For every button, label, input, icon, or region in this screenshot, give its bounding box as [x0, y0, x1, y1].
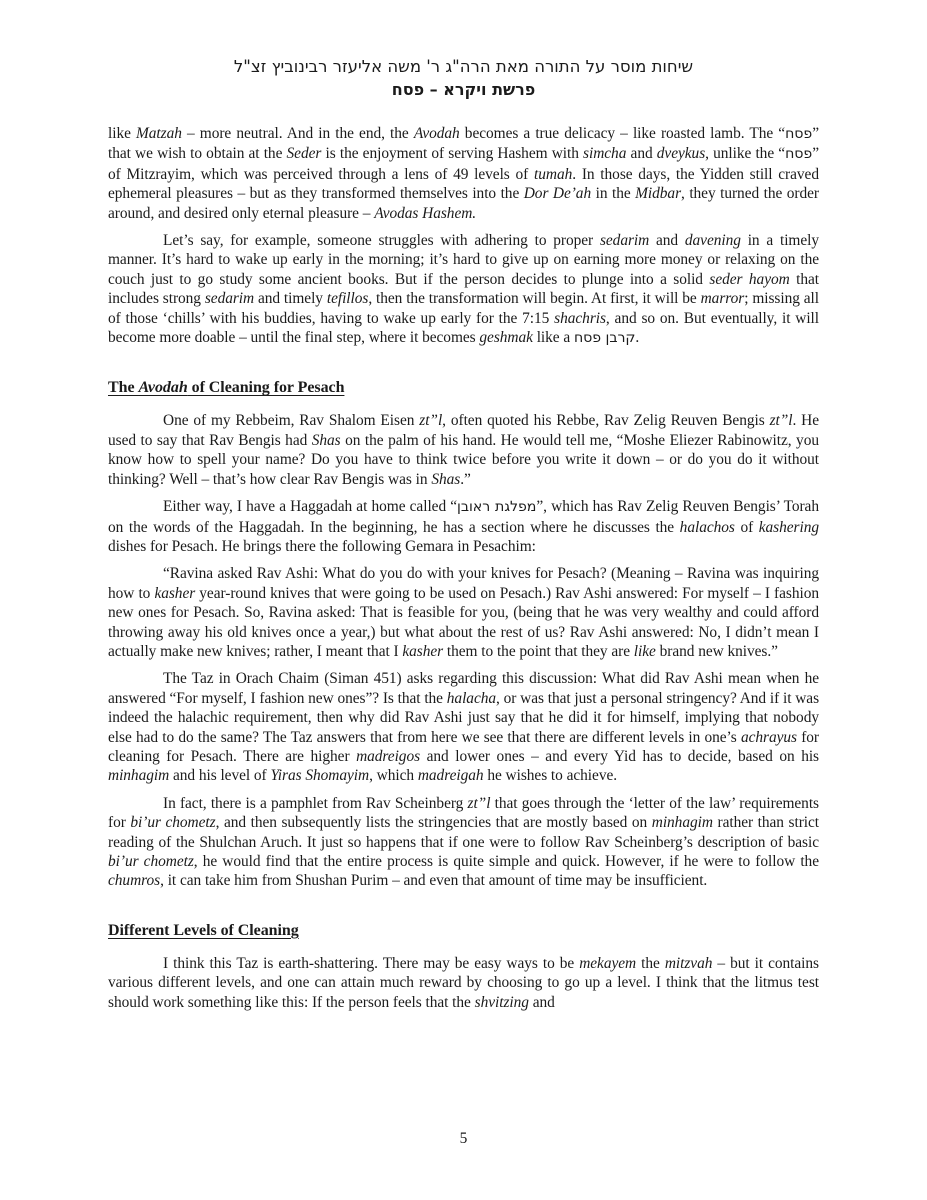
italic-text: zt”l [467, 794, 491, 812]
italic-text: geshmak [479, 329, 533, 347]
body-text: “Ravina asked Rav Ashi: What do you do with your knives for Pesach? (Meaning – Ravina was inquiring how to [108, 565, 819, 602]
italic-text: mitzvah [664, 954, 713, 972]
body-text: Let’s say, for example, someone struggles with adhering to proper [163, 232, 600, 250]
italic-text: Shas [431, 470, 461, 488]
hebrew-text: קרבן פסח [573, 330, 636, 347]
body-text: , which [369, 767, 418, 785]
page-number: 5 [459, 1130, 468, 1147]
body-text: like [108, 125, 137, 142]
body-text: them to the point that they are [443, 642, 634, 660]
body-text: The Taz in Orach Chaim (Siman 451) asks regarding this discussion: What did Rav Ashi mean when he answered “For myself, I fashion new ones”? Is that the [108, 670, 819, 707]
italic-text: zt”l [769, 412, 793, 430]
body-text: , often quoted his Rebbe, Rav Zelig Reuven Bengis [442, 412, 770, 430]
italic-text: zt”l [419, 412, 443, 430]
italic-text: bi’ur chometz [130, 814, 216, 832]
section-heading [108, 378, 819, 398]
body-text: , he would find that the entire process is quite simple and quick. However, if he were to follow the [193, 853, 819, 870]
body-text: he wishes to achieve. [483, 767, 618, 785]
body-text: ; missing all of those ‘chills’ with his buddies, having to wake up early for the 7:15 [108, 290, 819, 327]
hebrew-text: מפלגת ראובן [457, 499, 537, 516]
italic-text: seder hayom [709, 270, 790, 288]
paragraph [108, 124, 819, 223]
paragraph [108, 497, 819, 556]
body-text: and lower ones – and every Yid has to decide, based on his [420, 747, 820, 765]
body-text: ”, which has Rav Zelig Reuven Bengis’ Torah on the words of the Haggadah. In the beginning, he has a section where he discusses the [108, 498, 819, 536]
body-text: the [636, 954, 665, 972]
italic-text: mekayem [579, 954, 637, 972]
paragraph [108, 411, 819, 489]
body-text: I think this Taz is earth-shattering. There may be easy ways to be [163, 954, 580, 972]
italic-text: chumros [108, 872, 161, 890]
body-text: that goes through the ‘letter of the law’ requirements for [108, 794, 819, 832]
italic-text: sedarim [599, 232, 650, 250]
italic-text: madreigos [356, 747, 421, 765]
italic-text: tumah [534, 165, 573, 183]
body-text: , and so on. But eventually, it will become more doable – until the final step, where it becomes [108, 309, 819, 347]
body-text: that includes strong [108, 270, 819, 308]
body-text: .” [460, 470, 471, 488]
italic-text: shachris [554, 309, 606, 327]
italic-text: Midbar [635, 185, 682, 203]
body-text: , and then subsequently lists the stringencies that are mostly based on [215, 814, 652, 832]
body-text: of [734, 518, 759, 536]
header-title-hebrew: שיחות מוסר על התורה מאת הרה"ג ר' משה אליעזר רבינוביץ זצ"ל [233, 57, 694, 76]
body-text: The [108, 379, 139, 397]
paragraph [108, 794, 819, 891]
italic-text: Seder [286, 145, 322, 163]
body-text: , unlike the “ [705, 145, 786, 163]
italic-text: tefillos [326, 290, 369, 308]
italic-text: shvitzing [474, 993, 529, 1011]
italic-text: Yiras Shomayim [270, 767, 370, 785]
body-text: . In those days, the Yidden still craved ephemeral pleasures – but as they transformed themselves into the [108, 165, 819, 203]
italic-text: bi’ur chometz [108, 853, 194, 870]
italic-text: halacha [446, 689, 497, 707]
body-text: in a timely manner. It’s hard to wake up early in the morning; it’s hard to give up on earning more money or relaxing on the couch just to go study some ancient books. But if the person decides to plunge into a solid [108, 232, 819, 288]
body-text: and [626, 145, 657, 163]
body-text: and [649, 232, 685, 250]
body-text: – more neutral. And in the end, the [181, 125, 414, 142]
italic-text: kasher [154, 584, 196, 602]
body-text: . [635, 329, 640, 347]
italic-text: marror [700, 290, 745, 308]
italic-text: halachos [679, 518, 735, 536]
body-text: , it can take him from Shushan Purim – and even that amount of time may be insufficient. [160, 872, 708, 890]
body-text: of Cleaning for Pesach [187, 379, 345, 397]
body-text: and [528, 993, 555, 1011]
body-text: like a [532, 329, 574, 347]
italic-text: davening [684, 232, 741, 250]
body-text: , then the transformation will begin. At first, it will be [368, 290, 701, 308]
body-text: and timely [254, 290, 327, 308]
body-text: in the [591, 185, 636, 203]
italic-text: Matzah [136, 125, 182, 142]
italic-text: minhagim [108, 767, 170, 785]
italic-text: Avodas Hashem. [374, 204, 477, 222]
body-text: , they turned the order around, and desired only eternal pleasure – [108, 185, 820, 222]
body-text: is the enjoyment of serving Hashem with [321, 145, 584, 163]
italic-text: minhagim [651, 814, 713, 832]
body-text: for cleaning for Pesach. There are higher [108, 728, 820, 765]
body-text: brand new knives.” [655, 642, 778, 660]
body-text: dishes for Pesach. He brings there the following Gemara in Pesachim: [108, 537, 536, 555]
italic-text: kasher [402, 642, 444, 660]
body-text: becomes a true delicacy – like roasted lamb. The “ [459, 125, 786, 142]
body-text: year-round knives that were going to be used on Pesach.) Rav Ashi answered: For myself – I fashion new ones for Pesach. So, Ravina asked: That is feasible for you, (being that he was very wealthy and could afford throwing away his old knives once a year,) but what about the rest of us? Rav Ashi answered: No, I didn’t mean I actually make new knives; rather, I meant that I [108, 584, 819, 660]
italic-text: simcha [583, 145, 627, 163]
document-header [108, 55, 819, 102]
italic-text: Avodah [138, 379, 188, 397]
body-text: and his level of [169, 767, 271, 785]
body-text: . He used to say that Rav Bengis had [108, 412, 819, 449]
italic-text: madreigah [417, 767, 484, 785]
body-text: One of my Rebbeim, Rav Shalom Eisen [163, 412, 420, 430]
body-text: ” of Mitzrayim, which was perceived through a lens of 49 levels of [108, 145, 819, 183]
italic-text: Dor De’ah [523, 185, 592, 203]
body-text: Either way, I have a Haggadah at home called “ [163, 498, 458, 516]
body-text: rather than strict reading of the Shulchan Aruch. It just so happens that if one were to follow Rav Scheinberg’s description of basic [108, 814, 820, 851]
paragraph [108, 669, 819, 785]
italic-text: Avodah [413, 125, 460, 142]
italic-text: sedarim [204, 290, 255, 308]
body-text: on the palm of his hand. He would tell me, “Moshe Eliezer Rabinowitz, you know how to spell your name? Do you have to think twice before you write it down – or do you do it without thinking? Well – that’s how clear Rav Bengis was in [108, 431, 819, 488]
body-text: , or was that just a personal stringency? And if it was indeed the halachic requirement, then why did Rav Ashi just say that he did it for himself, implying that nobody else had to do the same? The Taz answers that from here we see that there are different levels in one’s [108, 689, 820, 746]
document-body [108, 124, 819, 1012]
italic-text: dveykus [656, 145, 706, 163]
body-text: – but it contains various different levels, and one can attain much reward by choosing to go up a level. I think that the litmus test should work something like this: If the person feels that the [108, 954, 819, 1011]
paragraph [108, 954, 819, 1012]
body-text: Different Levels of Cleaning [108, 921, 299, 939]
italic-text: Shas [311, 431, 341, 449]
italic-text: kashering [758, 518, 819, 536]
hebrew-text: פסח [785, 126, 813, 142]
body-text: ” that we wish to obtain at the [108, 125, 819, 163]
italic-text: achrayus [740, 728, 797, 746]
body-text: In fact, there is a pamphlet from Rav Scheinberg [163, 794, 468, 812]
hebrew-text: פסח [785, 146, 813, 163]
section-heading [108, 921, 819, 941]
header-parsha-hebrew: פרשת ויקרא – פסח [391, 80, 536, 99]
paragraph [108, 231, 819, 348]
paragraph [108, 564, 819, 661]
italic-text: like [633, 642, 656, 660]
